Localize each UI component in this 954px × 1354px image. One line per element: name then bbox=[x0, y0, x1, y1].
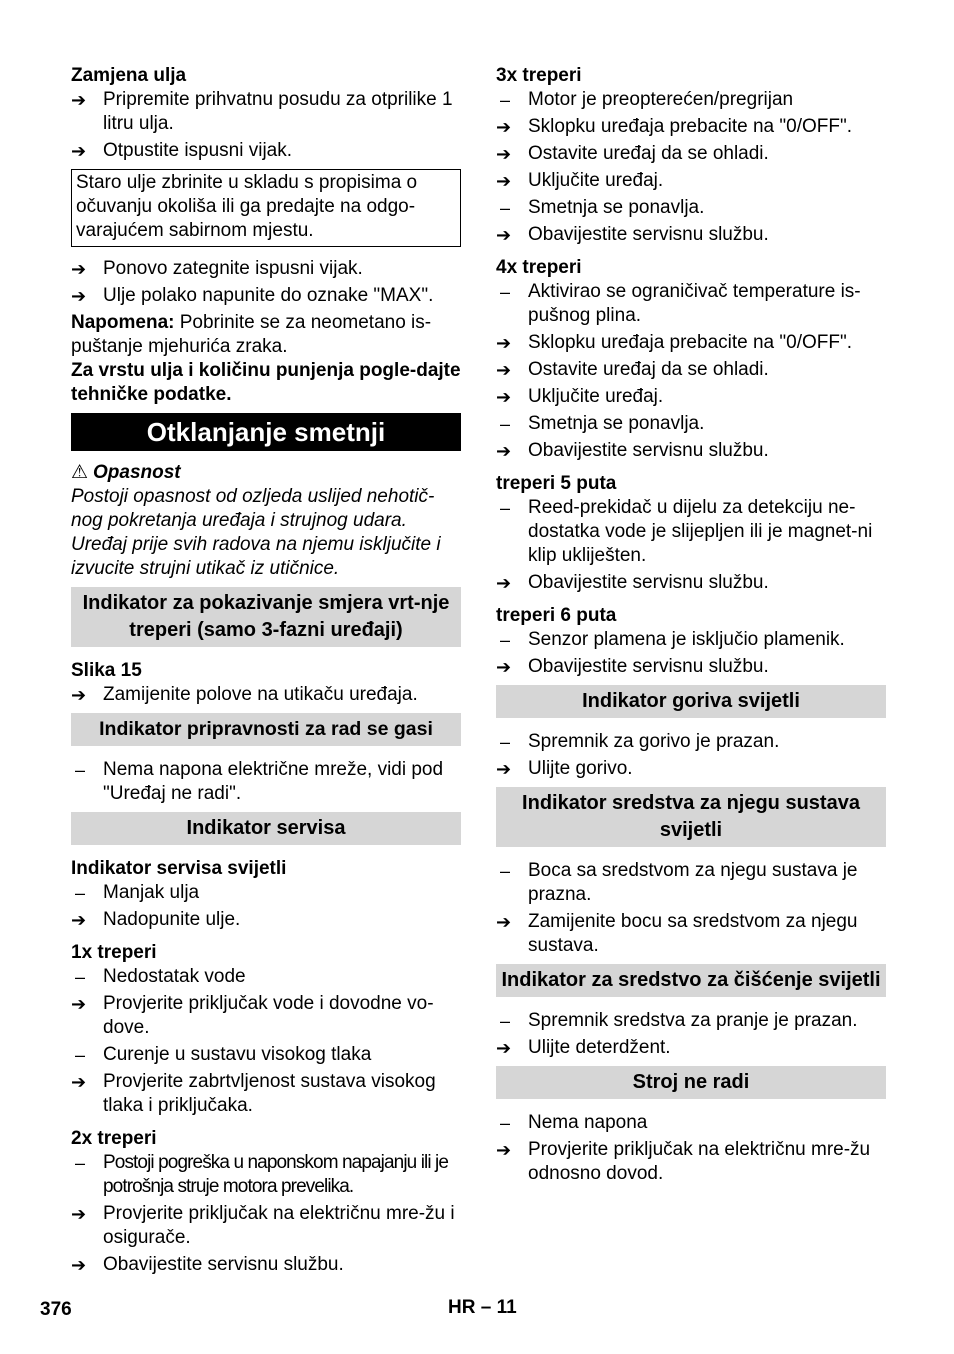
step-item: ➔ Sklopku uređaja prebacite na "0/OFF". bbox=[496, 116, 852, 137]
arrow-icon: ➔ bbox=[496, 1140, 512, 1160]
step-item: ➔ Obavijestite servisnu službu. bbox=[71, 1254, 344, 1275]
cause-item: – Postoji pogreška u naponskom napajanju ili je potrošnja struje motora prevelika. bbox=[75, 1152, 449, 1197]
arrow-icon: ➔ bbox=[496, 387, 512, 407]
tech-data-note: Za vrstu ulja i količinu punjenja pogle-dajte tehničke podatke. bbox=[71, 360, 461, 405]
cause-item: – Smetnja se ponavlja. bbox=[500, 413, 705, 434]
left-column bbox=[71, 64, 461, 1280]
step-item: ➔ Ulje polako napunite do oznake "MAX". bbox=[71, 285, 434, 306]
dash-icon: – bbox=[500, 282, 511, 302]
arrow-icon: ➔ bbox=[496, 144, 512, 164]
arrow-icon: ➔ bbox=[496, 759, 512, 779]
cause-item: – Nema napona električne mreže, vidi pod "Uređaj ne radi". bbox=[75, 759, 444, 804]
cause-item: – Boca sa sredstvom za njegu sustava je prazna. bbox=[500, 860, 858, 905]
step-item: ➔ Ostavite uređaj da se ohladi. bbox=[496, 143, 769, 164]
step-item: ➔ Uključite uređaj. bbox=[496, 386, 664, 407]
step-item: ➔ Provjerite priključak na električnu mre-žu i osigurače. bbox=[71, 1203, 455, 1248]
step-item: ➔ Ulijte gorivo. bbox=[496, 758, 633, 779]
dash-icon: – bbox=[500, 1011, 511, 1031]
cause-item: – Reed-prekidač u dijelu za detekciju ne-dostatka vode je slijepljen ili je magnet-ni klip ukliješten. bbox=[500, 497, 873, 566]
step-item: ➔ Provjerite zabrtvljenost sustava visokog tlaka i priključaka. bbox=[71, 1071, 436, 1116]
subsection-heading: Indikator pripravnosti za rad se gasi bbox=[71, 713, 461, 746]
step-item: ➔ Nadopunite ulje. bbox=[71, 909, 241, 930]
arrow-icon: ➔ bbox=[496, 912, 512, 932]
napomena-note: Napomena: Pobrinite se za neometano is-puštanje mjehurića zraka. bbox=[71, 312, 432, 357]
arrow-icon: ➔ bbox=[496, 333, 512, 353]
arrow-icon: ➔ bbox=[71, 259, 87, 279]
cause-item: – Senzor plamena je isključio plamenik. bbox=[500, 629, 845, 650]
arrow-icon: ➔ bbox=[496, 657, 512, 677]
danger-text: Postoji opasnost od ozljeda uslijed nehotič-nog pokretanja uređaja i strujnog udara. Uređaj prije svih radova na njemu isključite i izvucite strujni utikač iz utičnice. bbox=[71, 486, 441, 579]
arrow-icon: ➔ bbox=[496, 573, 512, 593]
cause-item: – Nema napona bbox=[500, 1112, 648, 1133]
step-item: ➔ Pripremite prihvatnu posudu za otprilike 1 litru ulja. bbox=[71, 89, 453, 134]
subsection-heading: Indikator goriva svijetli bbox=[496, 685, 886, 718]
cause-item: – Spremnik sredstva za pranje je prazan. bbox=[500, 1010, 858, 1031]
section-title: Otklanjanje smetnji bbox=[71, 413, 461, 451]
subheading: 2x treperi bbox=[71, 1128, 157, 1149]
step-item: ➔ Provjerite priključak na električnu mre-žu odnosno dovod. bbox=[496, 1139, 871, 1184]
step-item: ➔ Zamijenite polove na utikaču uređaja. bbox=[71, 684, 418, 705]
dash-icon: – bbox=[75, 1045, 86, 1065]
step-item: ➔ Obavijestite servisnu službu. bbox=[496, 224, 769, 245]
arrow-icon: ➔ bbox=[71, 1204, 87, 1224]
dash-icon: – bbox=[75, 1153, 85, 1173]
arrow-icon: ➔ bbox=[496, 1038, 512, 1058]
step-item: ➔ Sklopku uređaja prebacite na "0/OFF". bbox=[496, 332, 852, 353]
subsection-heading: Indikator za pokazivanje smjera vrt-nje treperi (samo 3-fazni uređaji) bbox=[71, 587, 461, 647]
arrow-icon: ➔ bbox=[71, 1255, 87, 1275]
subsection-heading: Indikator sredstva za njegu sustava svijetli bbox=[496, 787, 886, 847]
arrow-icon: ➔ bbox=[71, 994, 87, 1014]
cause-item: – Spremnik za gorivo je prazan. bbox=[500, 731, 780, 752]
dash-icon: – bbox=[75, 967, 86, 987]
cause-item: – Nedostatak vode bbox=[75, 966, 246, 987]
cause-item: – Motor je preopterećen/pregrijan bbox=[500, 89, 794, 110]
page-label: HR – 11 bbox=[448, 1297, 517, 1318]
arrow-icon: ➔ bbox=[71, 1072, 87, 1092]
figure-reference: Slika 15 bbox=[71, 660, 142, 681]
subheading: 1x treperi bbox=[71, 942, 157, 963]
cause-item: – Smetnja se ponavlja. bbox=[500, 197, 705, 218]
warning-icon: ⚠ bbox=[71, 462, 89, 483]
step-item: ➔ Obavijestite servisnu službu. bbox=[496, 572, 769, 593]
arrow-icon: ➔ bbox=[71, 141, 87, 161]
subsection-heading: Indikator za sredstvo za čišćenje svijetli bbox=[496, 964, 886, 997]
step-item: ➔ Zamijenite bocu sa sredstvom za njegu sustava. bbox=[496, 911, 858, 956]
page-number: 376 bbox=[40, 1299, 72, 1320]
dash-icon: – bbox=[500, 630, 511, 650]
arrow-icon: ➔ bbox=[71, 685, 87, 705]
dash-icon: – bbox=[500, 861, 511, 881]
subheading: Indikator servisa svijetli bbox=[71, 858, 287, 879]
subsection-heading: Stroj ne radi bbox=[496, 1066, 886, 1099]
dash-icon: – bbox=[500, 90, 511, 110]
dash-icon: – bbox=[75, 760, 86, 780]
subsection-heading: Indikator servisa bbox=[71, 812, 461, 845]
cause-item: – Manjak ulja bbox=[75, 882, 200, 903]
arrow-icon: ➔ bbox=[496, 171, 512, 191]
dash-icon: – bbox=[500, 1113, 511, 1133]
subheading: 3x treperi bbox=[496, 65, 582, 86]
dash-icon: – bbox=[500, 732, 511, 752]
cause-item: – Curenje u sustavu visokog tlaka bbox=[75, 1044, 372, 1065]
step-item: ➔ Ulijte deterdžent. bbox=[496, 1037, 671, 1058]
step-item: ➔ Uključite uređaj. bbox=[496, 170, 664, 191]
step-item: ➔ Ponovo zategnite ispusni vijak. bbox=[71, 258, 363, 279]
arrow-icon: ➔ bbox=[71, 910, 87, 930]
arrow-icon: ➔ bbox=[496, 117, 512, 137]
subheading: 4x treperi bbox=[496, 257, 582, 278]
arrow-icon: ➔ bbox=[71, 90, 87, 110]
subheading: treperi 6 puta bbox=[496, 605, 617, 626]
arrow-icon: ➔ bbox=[496, 225, 512, 245]
step-item: ➔ Otpustite ispusni vijak. bbox=[71, 140, 293, 161]
danger-heading: ⚠ Opasnost bbox=[71, 462, 181, 483]
heading-zamjena-ulja: Zamjena ulja bbox=[71, 65, 187, 86]
dash-icon: – bbox=[500, 498, 511, 518]
dash-icon: – bbox=[500, 414, 511, 434]
environment-note-box: Staro ulje zbrinite u skladu s propisima o očuvanju okoliša ili ga predajte na odgo-varajućem sabirnom mjestu. bbox=[71, 169, 461, 247]
dash-icon: – bbox=[75, 883, 86, 903]
subheading: treperi 5 puta bbox=[496, 473, 617, 494]
right-column bbox=[496, 64, 886, 1189]
step-item: ➔ Obavijestite servisnu službu. bbox=[496, 656, 769, 677]
cause-item: – Aktivirao se ograničivač temperature is-pušnog plina. bbox=[500, 281, 861, 326]
dash-icon: – bbox=[500, 198, 511, 218]
arrow-icon: ➔ bbox=[71, 286, 87, 306]
step-item: ➔ Ostavite uređaj da se ohladi. bbox=[496, 359, 769, 380]
step-item: ➔ Obavijestite servisnu službu. bbox=[496, 440, 769, 461]
step-item: ➔ Provjerite priključak vode i dovodne vo-dove. bbox=[71, 993, 434, 1038]
arrow-icon: ➔ bbox=[496, 360, 512, 380]
arrow-icon: ➔ bbox=[496, 441, 512, 461]
